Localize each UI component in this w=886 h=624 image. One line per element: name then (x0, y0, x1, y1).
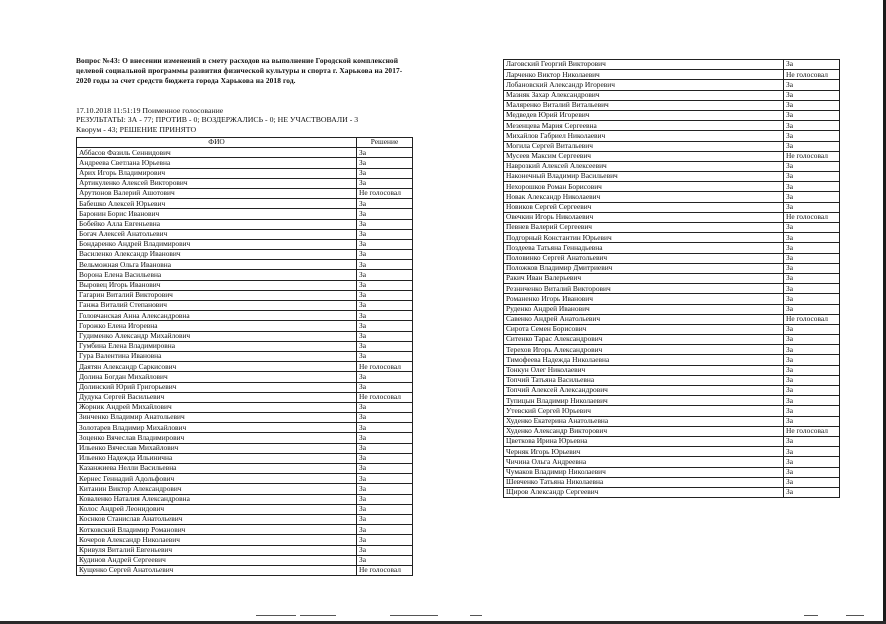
table-row (504, 233, 840, 243)
table-row (77, 443, 413, 453)
deputy-name-cell: Топчий Татьяна Васильевна (504, 375, 784, 385)
deputy-name-cell: Жорник Андрей Михайлович (77, 402, 357, 412)
decision-cell: За (784, 202, 840, 212)
deputy-name-cell: Богач Алексей Анатольевич (77, 229, 357, 239)
table-row (77, 239, 413, 249)
table-row (504, 294, 840, 304)
table-row (77, 331, 413, 341)
table-row (504, 182, 840, 192)
decision-cell: За (784, 447, 840, 457)
table-row (504, 202, 840, 212)
decision-cell: За (784, 335, 840, 345)
deputy-name-cell: Михайлов Габриел Николаевич (504, 131, 784, 141)
vote-quorum: Кворум - 43; РЕШЕНИЕ ПРИНЯТО (76, 124, 197, 134)
decision-cell: За (784, 80, 840, 90)
table-row (504, 426, 840, 436)
table-row (504, 212, 840, 222)
decision-cell: За (784, 355, 840, 365)
vote-summary (76, 106, 416, 134)
deputy-name-cell: Коваленко Наталия Александровна (77, 494, 357, 504)
deputy-name-cell: Долинский Юрий Григорьевич (77, 382, 357, 392)
table-row (504, 70, 840, 80)
table-row (77, 402, 413, 412)
decision-cell: За (784, 263, 840, 273)
deputy-name-cell: Лаговский Георгий Викторович (504, 60, 784, 70)
decision-cell: За (357, 423, 413, 433)
decision-cell: За (784, 223, 840, 233)
deputy-name-cell: Ильенко Вячеслав Михайлович (77, 443, 357, 453)
table-row (504, 151, 840, 161)
table-row (77, 464, 413, 474)
table-row (504, 396, 840, 406)
deputy-name-cell: Чичина Ольга Андреевна (504, 457, 784, 467)
decision-cell: За (784, 396, 840, 406)
decision-cell: За (357, 270, 413, 280)
deputy-name-cell: Сирота Семен Борисович (504, 324, 784, 334)
deputy-name-cell: Даятян Александр Саркисович (77, 362, 357, 372)
table-row (77, 168, 413, 178)
table-row (504, 284, 840, 294)
decision-cell: Не голосовал (357, 362, 413, 372)
deputy-name-cell: Ракич Иван Валерьевич (504, 273, 784, 283)
vote-datetime: 17.10.2018 11:51:19 Поименное голосование (76, 106, 224, 115)
table-row (77, 290, 413, 300)
table-row (77, 423, 413, 433)
decision-cell: За (784, 90, 840, 100)
deputy-name-cell: Аббасов Фазиль Сеннидович (77, 148, 357, 158)
table-row (77, 311, 413, 321)
decision-cell: За (357, 382, 413, 392)
decision-cell: За (784, 406, 840, 416)
table-row (77, 494, 413, 504)
table-row (77, 474, 413, 484)
deputy-name-cell: Ворона Елена Васильевна (77, 270, 357, 280)
table-row (504, 121, 840, 131)
decision-cell: За (784, 100, 840, 110)
deputy-name-cell: Артикуленко Алексей Викторович (77, 178, 357, 188)
table-row (77, 341, 413, 351)
table-row (77, 199, 413, 209)
table-row (77, 260, 413, 270)
decision-cell: За (784, 182, 840, 192)
table-row (77, 280, 413, 290)
decision-cell: За (357, 321, 413, 331)
table-row (77, 270, 413, 280)
table-row (504, 457, 840, 467)
table-row (77, 148, 413, 158)
deputy-name-cell: Тимофеева Надежда Николаевна (504, 355, 784, 365)
decision-cell: За (784, 60, 840, 70)
decision-cell: За (357, 514, 413, 524)
decision-cell: За (784, 141, 840, 151)
decision-cell: Не голосовал (784, 426, 840, 436)
deputy-name-cell: Могила Сергей Витальевич (504, 141, 784, 151)
decision-cell: За (357, 250, 413, 260)
deputy-name-cell: Чумаков Владимир Николаевич (504, 467, 784, 477)
deputy-name-cell: Дудука Сергей Васильевич (77, 392, 357, 402)
decision-cell: За (357, 219, 413, 229)
deputy-name-cell: Маляренко Виталий Витальевич (504, 100, 784, 110)
decision-cell: За (357, 545, 413, 555)
decision-cell: Не голосовал (357, 188, 413, 198)
decision-cell: За (784, 304, 840, 314)
decision-cell: За (784, 284, 840, 294)
deputy-name-cell: Руденко Андрей Иванович (504, 304, 784, 314)
decision-cell: За (357, 260, 413, 270)
table-row (504, 80, 840, 90)
table-row (504, 467, 840, 477)
header-decision: Решение (357, 138, 413, 148)
decision-cell: За (357, 229, 413, 239)
table-row (77, 525, 413, 535)
table-row (504, 172, 840, 182)
deputy-name-cell: Баронин Борис Иванович (77, 209, 357, 219)
decision-cell: За (357, 535, 413, 545)
deputy-name-cell: Наконечный Владимир Васильевич (504, 172, 784, 182)
table-row (77, 178, 413, 188)
deputy-name-cell: Арутюнов Валерий Ашотович (77, 188, 357, 198)
table-row (504, 487, 840, 497)
decision-cell: За (357, 433, 413, 443)
table-row (504, 90, 840, 100)
table-row (504, 192, 840, 202)
table-row (504, 386, 840, 396)
deputy-name-cell: Певнев Валерий Сергеевич (504, 223, 784, 233)
table-row (504, 477, 840, 487)
decision-cell: Не голосовал (784, 212, 840, 222)
table-row (77, 514, 413, 524)
table-row (77, 545, 413, 555)
decision-cell: За (784, 161, 840, 171)
decision-cell: За (784, 375, 840, 385)
deputy-name-cell: Василенко Александр Иванович (77, 250, 357, 260)
table-row (77, 484, 413, 494)
deputy-name-cell: Вельможная Ольга Ивановна (77, 260, 357, 270)
deputy-name-cell: Ситенко Тарас Александрович (504, 335, 784, 345)
decision-cell: За (784, 416, 840, 426)
deputy-name-cell: Зинченко Владимир Анатольевич (77, 413, 357, 423)
table-row (77, 392, 413, 402)
table-row (504, 406, 840, 416)
deputy-name-cell: Наврозкий Алексей Алексеевич (504, 161, 784, 171)
decision-cell: За (357, 280, 413, 290)
deputy-name-cell: Гагарин Виталий Викторович (77, 290, 357, 300)
table-row (504, 335, 840, 345)
table-row (504, 436, 840, 446)
decision-cell: За (357, 351, 413, 361)
table-row (504, 355, 840, 365)
decision-cell: За (784, 121, 840, 131)
table-row (77, 188, 413, 198)
table-row (504, 253, 840, 263)
decision-cell: За (784, 386, 840, 396)
deputy-name-cell: Бондаренко Андрей Владимирович (77, 239, 357, 249)
table-row (504, 345, 840, 355)
deputy-name-cell: Арих Игорь Владимирович (77, 168, 357, 178)
decision-cell: Не голосовал (784, 314, 840, 324)
deputy-name-cell: Шевченко Татьяна Николаевна (504, 477, 784, 487)
table-row (504, 416, 840, 426)
decision-cell: За (784, 294, 840, 304)
decision-cell: За (784, 324, 840, 334)
deputy-name-cell: Резниченко Виталий Викторович (504, 284, 784, 294)
table-row (504, 131, 840, 141)
decision-cell: За (357, 148, 413, 158)
deputy-name-cell: Цветкова Ирина Юрьевна (504, 436, 784, 446)
decision-cell: За (784, 110, 840, 120)
table-row (77, 301, 413, 311)
decision-cell: За (357, 474, 413, 484)
deputy-name-cell: Котковский Владимир Романович (77, 525, 357, 535)
deputy-name-cell: Кернес Геннадий Адольфович (77, 474, 357, 484)
table-row (77, 555, 413, 565)
table-row (504, 304, 840, 314)
decision-cell: Не голосовал (784, 70, 840, 80)
table-row (77, 565, 413, 575)
decision-cell: За (357, 209, 413, 219)
deputy-name-cell: Гумбина Елена Владимировна (77, 341, 357, 351)
decision-cell: За (357, 525, 413, 535)
deputy-name-cell: Кущенко Сергей Анатольевич (77, 565, 357, 575)
decision-cell: За (784, 345, 840, 355)
table-row (504, 365, 840, 375)
question-title: Вопрос №43: О внесении изменений в смету расходов на выполнение Городской комплексной целевой социальной программы развития физической культуры и спорта г. Харькова на 2017-2020 годы за счет средств бюджета города Харькова на 2018 год. (76, 56, 403, 85)
table-row (77, 321, 413, 331)
deputy-name-cell: Худенко Екатерина Анатольевна (504, 416, 784, 426)
deputy-name-cell: Терехов Игорь Александрович (504, 345, 784, 355)
deputy-name-cell: Кудинов Андрей Сергеевич (77, 555, 357, 565)
deputy-name-cell: Новак Александр Николаевич (504, 192, 784, 202)
deputy-name-cell: Худенко Александр Викторович (504, 426, 784, 436)
decision-cell: За (357, 453, 413, 463)
decision-cell: За (357, 372, 413, 382)
decision-cell: За (784, 233, 840, 243)
deputy-name-cell: Савенко Андрей Анатольевич (504, 314, 784, 324)
table-row (504, 110, 840, 120)
table-row (77, 250, 413, 260)
table-row (504, 273, 840, 283)
table-row (504, 324, 840, 334)
table-row (504, 161, 840, 171)
deputy-name-cell: Ильенко Надежда Ильинична (77, 453, 357, 463)
decision-cell: Не голосовал (784, 151, 840, 161)
table-row (77, 413, 413, 423)
deputy-name-cell: Горожко Елена Игоревна (77, 321, 357, 331)
decision-cell: За (784, 273, 840, 283)
table-row (504, 60, 840, 70)
decision-cell: За (357, 504, 413, 514)
deputy-name-cell: Мазняк Захар Александрович (504, 90, 784, 100)
table-row (77, 453, 413, 463)
deputy-name-cell: Топчий Алексей Александрович (504, 386, 784, 396)
decision-cell: Не голосовал (357, 392, 413, 402)
document-header (76, 56, 416, 86)
deputy-name-cell: Коснков Станислав Анатольевич (77, 514, 357, 524)
scan-artifact-line (0, 614, 886, 618)
deputy-name-cell: Китанин Виктор Александрович (77, 484, 357, 494)
decision-cell: За (357, 402, 413, 412)
deputy-name-cell: Овечкин Игорь Николаевич (504, 212, 784, 222)
table-row (77, 535, 413, 545)
table-row (77, 219, 413, 229)
table-header-row (77, 138, 413, 148)
deputy-name-cell: Подгорный Константин Юрьевич (504, 233, 784, 243)
decision-cell: За (357, 341, 413, 351)
decision-cell: За (357, 301, 413, 311)
decision-cell: За (784, 457, 840, 467)
deputy-name-cell: Щиров Александр Сергеевич (504, 487, 784, 497)
table-row (77, 229, 413, 239)
decision-cell: За (784, 192, 840, 202)
deputy-name-cell: Лобановский Александр Игоревич (504, 80, 784, 90)
decision-cell: За (357, 199, 413, 209)
vote-results: РЕЗУЛЬТАТЫ: ЗА - 77; ПРОТИВ - 0; ВОЗДЕРЖАЛИСЬ - 0; НЕ УЧАСТВОВАЛИ - 3 (76, 115, 359, 125)
deputy-name-cell: Черняк Игорь Юрьевич (504, 447, 784, 457)
deputy-name-cell: Ларченко Виктор Николаевич (504, 70, 784, 80)
deputy-name-cell: Головчанская Анна Александровна (77, 311, 357, 321)
decision-cell: За (357, 290, 413, 300)
table-row (77, 382, 413, 392)
deputy-name-cell: Зоценко Вячеслав Владимирович (77, 433, 357, 443)
deputy-name-cell: Долина Богдан Михайлович (77, 372, 357, 382)
deputy-name-cell: Кривуля Виталий Евгеньевич (77, 545, 357, 555)
decision-cell: За (357, 158, 413, 168)
deputy-name-cell: Половинко Сергей Анатольевич (504, 253, 784, 263)
decision-cell: За (357, 443, 413, 453)
decision-cell: За (784, 172, 840, 182)
vote-table-left-body (77, 148, 413, 576)
decision-cell: За (784, 131, 840, 141)
deputy-name-cell: Гудименко Александр Михайлович (77, 331, 357, 341)
table-row (77, 351, 413, 361)
table-row (77, 372, 413, 382)
table-row (504, 447, 840, 457)
decision-cell: За (357, 178, 413, 188)
decision-cell: За (357, 464, 413, 474)
deputy-name-cell: Тонкун Олег Николаевич (504, 365, 784, 375)
deputy-name-cell: Утевский Сергей Юрьевич (504, 406, 784, 416)
table-row (504, 263, 840, 273)
table-row (504, 314, 840, 324)
deputy-name-cell: Казанжиева Нелли Васильевна (77, 464, 357, 474)
deputy-name-cell: Мусеев Максим Сергеевич (504, 151, 784, 161)
decision-cell: За (357, 239, 413, 249)
table-row (504, 243, 840, 253)
decision-cell: За (357, 168, 413, 178)
deputy-name-cell: Выровец Игорь Иванович (77, 280, 357, 290)
table-row (77, 209, 413, 219)
deputy-name-cell: Тупицын Владимир Николаевич (504, 396, 784, 406)
deputy-name-cell: Медведев Юрий Игоревич (504, 110, 784, 120)
deputy-name-cell: Мезенцева Мария Сергеевна (504, 121, 784, 131)
deputy-name-cell: Андреева Светлана Юрьевна (77, 158, 357, 168)
decision-cell: За (357, 413, 413, 423)
deputy-name-cell: Новиков Сергей Сергеевич (504, 202, 784, 212)
decision-cell: За (784, 365, 840, 375)
vote-table-right-body (504, 60, 840, 498)
decision-cell: За (784, 436, 840, 446)
header-name: ФИО (77, 138, 357, 148)
decision-cell: За (784, 477, 840, 487)
decision-cell: За (784, 253, 840, 263)
deputy-name-cell: Колос Андрей Леонидович (77, 504, 357, 514)
decision-cell: За (357, 331, 413, 341)
decision-cell: За (784, 487, 840, 497)
deputy-name-cell: Бабешко Алексей Юрьевич (77, 199, 357, 209)
table-row (77, 504, 413, 514)
deputy-name-cell: Золотарев Владимир Михайлович (77, 423, 357, 433)
table-row (77, 158, 413, 168)
table-row (77, 362, 413, 372)
deputy-name-cell: Ганжа Виталий Степанович (77, 301, 357, 311)
table-row (77, 433, 413, 443)
decision-cell: За (357, 311, 413, 321)
decision-cell: За (784, 467, 840, 477)
deputy-name-cell: Поздеева Татьяна Геннадьевна (504, 243, 784, 253)
vote-table-right (503, 59, 840, 498)
decision-cell: За (784, 243, 840, 253)
table-row (504, 141, 840, 151)
deputy-name-cell: Нехорошков Роман Борисович (504, 182, 784, 192)
decision-cell: За (357, 555, 413, 565)
decision-cell: За (357, 484, 413, 494)
table-row (504, 375, 840, 385)
table-row (504, 223, 840, 233)
deputy-name-cell: Гура Валентина Ивановна (77, 351, 357, 361)
vote-table-left (76, 137, 413, 576)
deputy-name-cell: Кочеров Александр Николаевич (77, 535, 357, 545)
decision-cell: Не голосовал (357, 565, 413, 575)
table-row (504, 100, 840, 110)
deputy-name-cell: Бобейко Алла Евгеньевна (77, 219, 357, 229)
decision-cell: За (357, 494, 413, 504)
deputy-name-cell: Положков Владимир Дмитриевич (504, 263, 784, 273)
deputy-name-cell: Романенко Игорь Иванович (504, 294, 784, 304)
